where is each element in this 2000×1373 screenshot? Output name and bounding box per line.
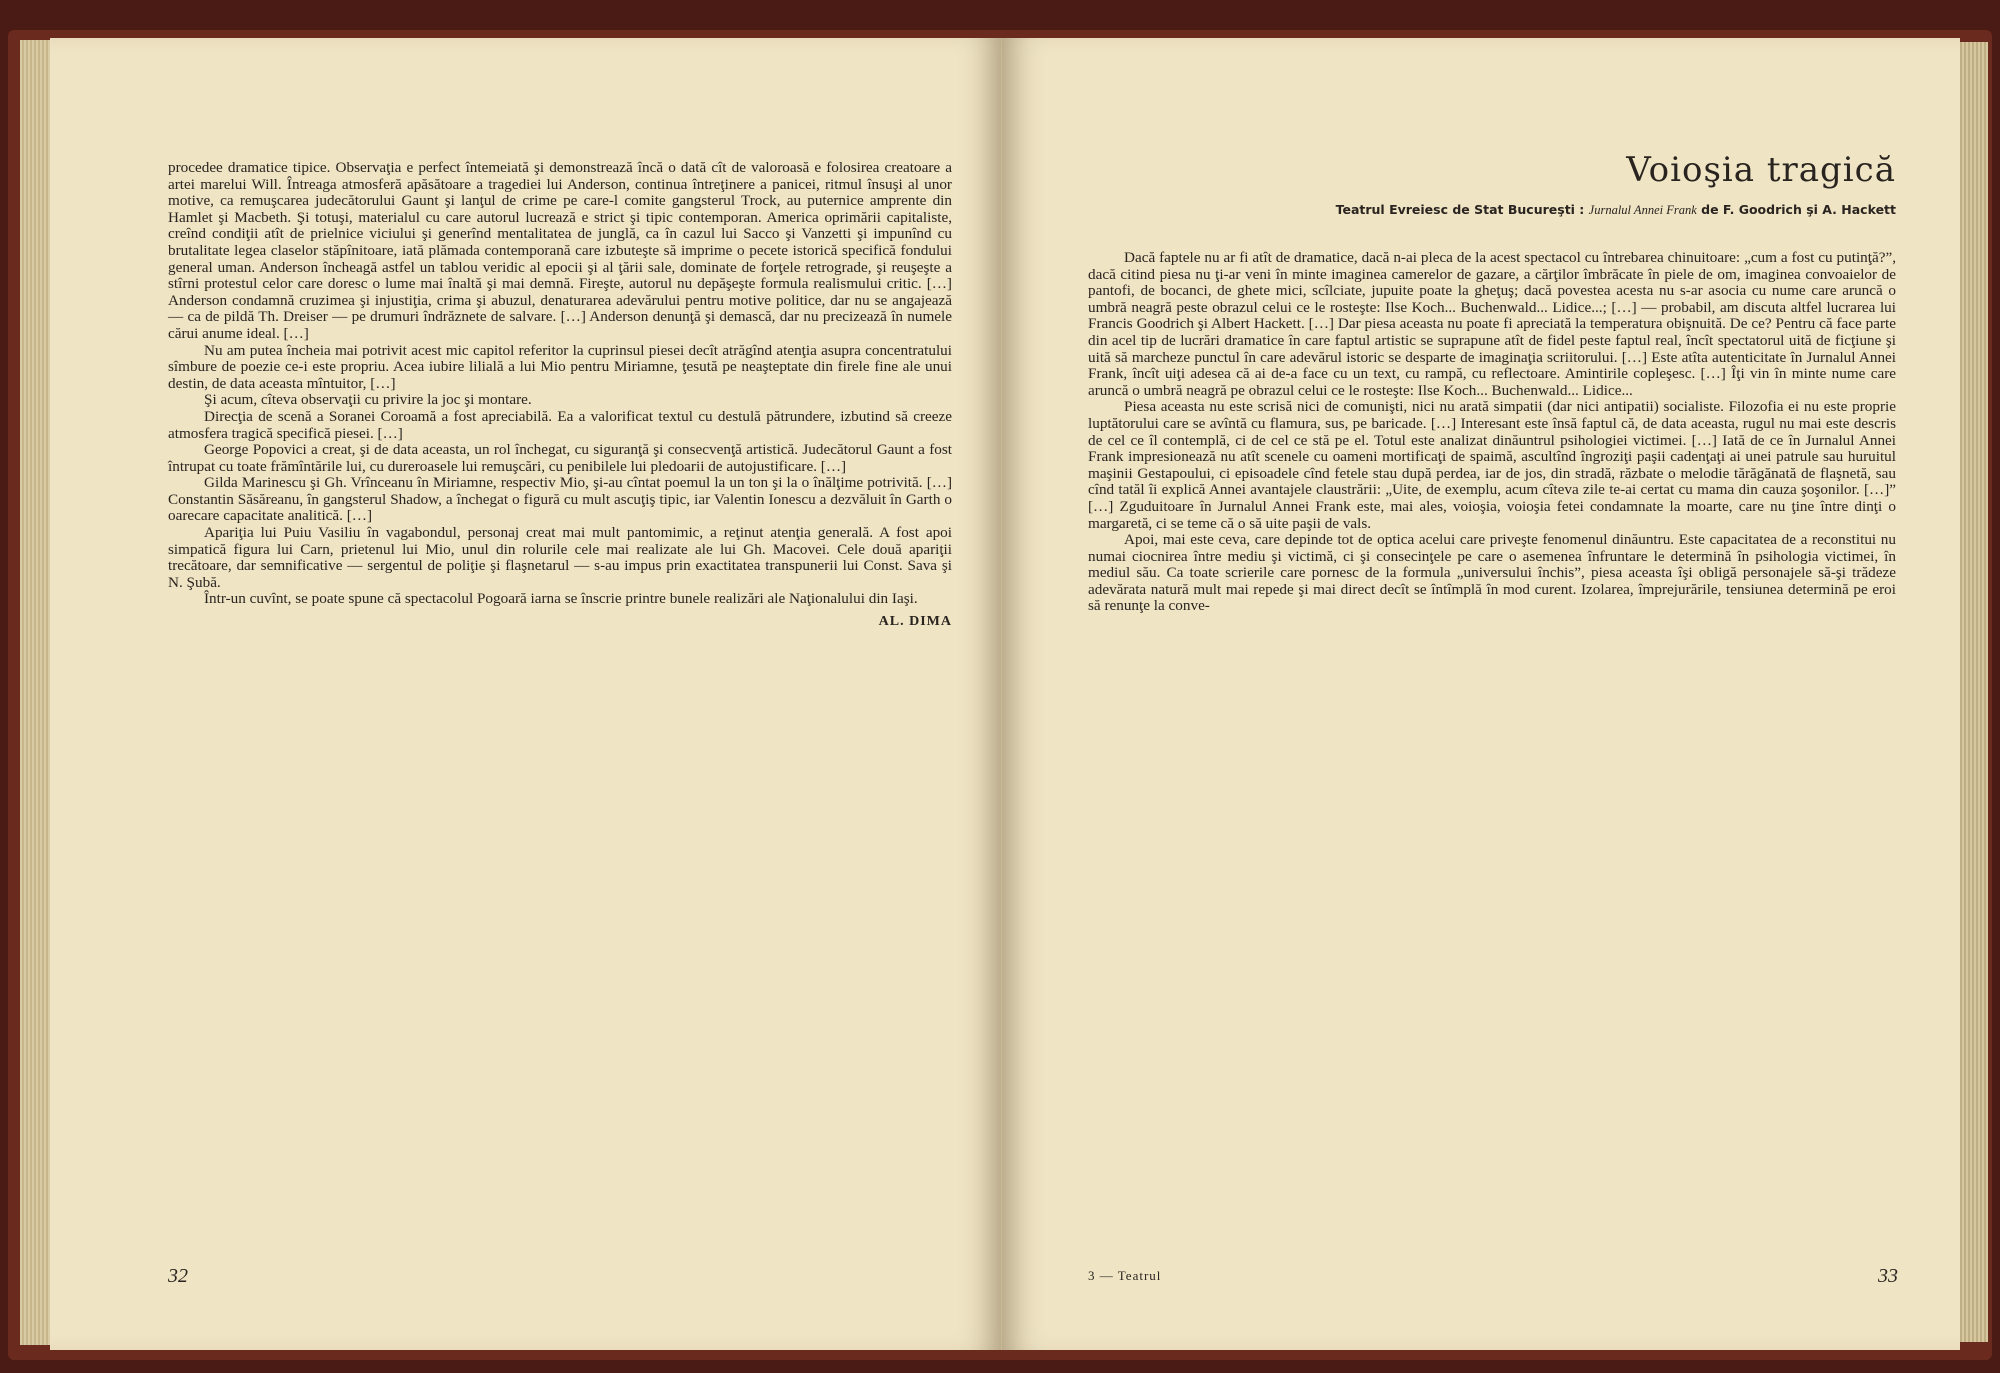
page-number: 33 bbox=[1878, 1265, 1898, 1287]
page-number: 32 bbox=[168, 1265, 188, 1287]
running-footer: 3 — Teatrul bbox=[1088, 1268, 1162, 1283]
paragraph: Dacă faptele nu ar fi atît de dramatice, dacă n-ai pleca de la acest spectacol cu întrebarea chinuitoare: „cum a fost cu putinţă?”, dacă citind piesa nu ţi-ar veni în minte imaginea camerelor de gazare, a cărţilor îmbrăcate în piele de om, imaginea convoaielor de pantofi, de bocanci, de ghete mici, scîlciate, jupuite poate la gheţuş; dacă povestea acesta nu s-ar asocia cu nume care aruncă o umbră neagră peste obrazul celui ce le rosteşte: Ilse Koch... Buchenwald... Lidice...; […] — probabil, am discuta altfel lucrarea lui Francis Goodrich şi Albert Hackett. […] Dar piesa aceasta nu poate fi apreciată la temperatura obişnuită. De ce? Pentru că face parte din acel tip de lucrări dramatice în care faptul artistic se suprapune atît de fidel peste faptul real, încît spectatorul uită de ficţiune şi uită să marcheze punctul în care adevărul istoric se desparte de imaginaţia scriitorului. […] Este atîta autenticitate în Jurnalul Annei Frank, încît uiţi adesea că ai de-a face cu un text, cu rampă, cu reflectoare. Amintirile copleşesc. […] Îţi vin în minte nume care aruncă o umbră neagră pe obrazul celui ce le rosteşte: Ilse Koch... Buchenwald... Lidice... bbox=[1088, 249, 1896, 399]
author-signature: AL. DIMA bbox=[878, 614, 952, 630]
paragraph: Piesa aceasta nu este scrisă nici de comunişti, nici nu arată simpatii (dar nici antipatii) socialiste. Filozofia ei nu este proprie luptătorului care se avîntă cu flamura, sus, pe baricade. […] Interesant este însă faptul că, de data aceasta, rugul nu mai este descris de cel ce îl contemplă, ci de cel ce stă pe el. Totul este analizat dinăuntrul psihologiei victimei. […] Iată de ce în Jurnalul Annei Frank impresionează nu atît scenele cu oameni mortificaţi de spaimă, ascultînd îngroziţi paşii cadenţaţi ai unei patrule sau huruitul maşinii Gestapoului, ci episoadele cînd fetele stau după perdea, iar de jos, din stradă, răzbate o melodie tărăgănată de flaşnetă, sau cînd tatăl îi explică Annei avantajele claustrării: „Uite, de exemplu, acum cîteva zile te-ai certat cu mama din cauza şoşonilor. […]” […] Zguduitoare în Jurnalul Annei Frank este, mai ales, voioşia, voioşia fetei condamnate la moarte, care nu ţine între dinţi o margaretă, ci se teme că o să uite paşii de vals. bbox=[1088, 398, 1896, 532]
right-text-column bbox=[1088, 250, 1896, 615]
left-page-edges bbox=[20, 40, 54, 1345]
left-text-column bbox=[168, 160, 952, 631]
paragraph: Apariţia lui Puiu Vasiliu în vagabondul, personaj creat mai mult pantomimic, a reţinut atenţia generală. A fost apoi simpatică figura lui Carn, prietenul lui Mio, unul din rolurile cele mai realizate ale lui Gh. Macovei. Cele două apariţii trecătoare, dar semnificative — sergentul de poliţie şi flaşnetarul — s-au impus prin exactitatea transpunerii lui Const. Sava şi N. Şubă. bbox=[168, 524, 952, 591]
paragraph: Gilda Marinescu şi Gh. Vrînceanu în Miriamne, respectiv Mio, şi-au cîntat poemul la un ton şi la o înălţime potrivită. […] Constantin Săsăreanu, în gangsterul Shadow, a închegat o figură cu mult ascuţiş tipic, iar Valentin Ionescu a dezvăluit în Garth o oarecare capacitate analitică. […] bbox=[168, 474, 952, 525]
paragraph: George Popovici a creat, şi de data aceasta, un rol închegat, cu siguranţă şi consecvenţă artistică. Judecătorul Gaunt a fost întrupat cu toate frămîntările lui, cu dureroasele lui remuşcări, cu penibilele lui pledoarii de autojustificare. […] bbox=[168, 441, 952, 475]
play-title: Jurnalul Annei Frank bbox=[1588, 203, 1697, 217]
paragraph: Şi acum, cîteva observaţii cu privire la joc şi montare. bbox=[204, 391, 532, 409]
paragraph: Apoi, mai este ceva, care depinde tot de optica acelui care priveşte fenomenul dinăuntru. Este capacitatea de a reconstitui nu numai ciocnirea între mediu şi victimă, ci şi consecinţele pe care o asemenea înfruntare le determină în psihologia victimei, în mediul său. Ca toate scrierile care pornesc de la formula „universului închis”, piesa aceasta îşi obligă personajele să-şi trădeze adevărata natură mult mai repede şi mai direct decît se întîmplă în mod curent. Izolarea, împrejurările, tensiunea determină pe eroi să renunţe la conve- bbox=[1088, 531, 1896, 615]
article-title: Voioşia tragică bbox=[1626, 150, 1896, 190]
right-page bbox=[1002, 38, 1960, 1350]
article-subtitle bbox=[1336, 202, 1896, 218]
left-page bbox=[50, 38, 1002, 1350]
paragraph: Nu am putea încheia mai potrivit acest mic capitol referitor la cuprinsul piesei decît atrăgînd atenţia asupra concentratului sîmbure de poezie ce-i este propriu. Acea iubire lilială a lui Mio pentru Miriamne, ţesută pe neaşteptate din firele fine ale unui destin, de data aceasta mîntuitor, […] bbox=[168, 341, 952, 392]
paragraph: Într-un cuvînt, se poate spune că spectacolul Pogoară iarna se înscrie printre bunele realizări ale Naţionalului din Iaşi. bbox=[204, 590, 918, 608]
theatre-name: Teatrul Evreiesc de Stat Bucureşti : bbox=[1335, 202, 1585, 217]
paragraph: procedee dramatice tipice. Observaţia e perfect întemeiată şi demonstrează încă o dată cît de valoroasă e folosirea creatoare a artei marelui Will. Întreaga atmosferă apăsătoare a tragediei lui Anderson, continua întreţinere a panicei, ritmul însuşi al unor motive, ca remuşcarea judecătorului Gaunt şi lanţul de crime pe care-l comite gangsterul Trock, au puternice amprente din Hamlet şi Macbeth. Şi totuşi, materialul cu care autorul lucrează e strict şi tipic contemporan. America oprimării capitaliste, creînd condiţii atît de prielnice viciului şi generînd mentalitatea de junglă, ca în cazul lui Sacco şi Vanzetti şi impunînd cu brutalitate legea claselor stăpînitoare, iată plămada contemporană care izbuteşte să imprime o pecete istorică specifică fondului general uman. Anderson încheagă astfel un tablou veridic al epocii şi al ţării sale, dominate de forţele retrograde, şi reuşeşte a stîrni protestul celor care doresc o lume mai înaltă şi mai demnă. Fireşte, autorul nu depăşeşte formula realismului critic. […] Anderson condamnă cruzimea şi injustiţia, crima şi abuzul, denaturarea adevărului pentru motive politice, dar nu se angajează — ca de pildă Th. Dreiser — pe drumuri îndrăznete de salvare. […] Anderson denunţă şi demască, dar nu precizează în numele cărui anume ideal. […] bbox=[168, 159, 952, 342]
paragraph: Direcţia de scenă a Soranei Coroamă a fost apreciabilă. Ea a valorificat textul cu destulă pătrundere, izbutind să creeze atmosfera tragică specifică piesei. […] bbox=[168, 407, 952, 442]
right-page-edges bbox=[1958, 42, 1988, 1342]
play-authors: de F. Goodrich şi A. Hackett bbox=[1701, 202, 1896, 217]
